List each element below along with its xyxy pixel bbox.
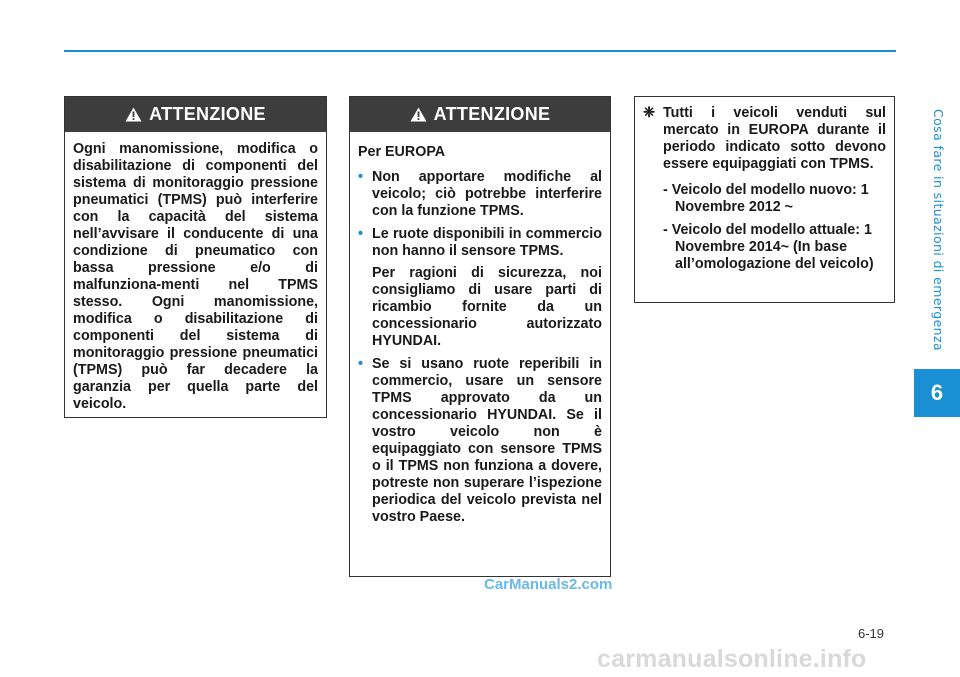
bullet-dot-icon: • [358, 226, 364, 242]
warning-box-2 [349, 96, 611, 577]
list-item: • Se si usano ruote reperibili in commercio, usare un sensore TPMS approvato da un concessionario HYUNDAI. Se il vostro veicolo non è equipaggiato con sensore TPMS o il TPMS non funziona a dovere, potreste non superare l’ispezione periodica del veicolo prevista nel vostro Paese. [358, 356, 602, 525]
warning-header-label: ATTENZIONE [433, 104, 551, 124]
note-text: ❈ Tutti i veicoli venduti sul mercato in EUROPA durante il periodo indicato sotto devono essere equipaggiati con TPMS. [643, 105, 886, 172]
bullet-dot-icon: • [358, 356, 364, 372]
chapter-number-tab[interactable]: 6 [914, 369, 960, 417]
watermark-link[interactable]: CarManuals2.com [484, 576, 613, 593]
safety-recommendation: Per ragioni di sicurezza, noi consigliamo di usare parti di ricambio fornite da un concessionario autorizzato HYUNDAI. [372, 265, 602, 349]
bullet-dot-icon: • [358, 169, 364, 185]
info-note-box [634, 96, 895, 303]
list-item: - Veicolo del modello attuale: 1 Novembre 2014~ (In base all’omologazione del veicolo) [663, 222, 874, 272]
list-item: - Veicolo del modello nuovo: 1 Novembre 2012 ~ [663, 182, 869, 215]
warning-triangle-icon [410, 107, 427, 122]
page-number: 6-19 [858, 626, 885, 641]
warning-text: Ogni manomissione, modifica o disabilitazione di componenti del sistema di monitoraggio pressione pneumatici (TPMS) può interferire con la capacità del sistema nell’avvisare il conducente di una condizione di pneumatico con bassa pressione e/o di malfunziona-menti nel TPMS stesso. Ogni manomissione, modifica o disabilitazione di componenti del sistema di monitoraggio pressione pneumatici (TPMS) può far decadere la garanzia per quella parte del veicolo. [73, 141, 318, 412]
warning-triangle-icon [125, 107, 142, 122]
note-mark-icon: ❈ [643, 105, 655, 121]
warning-header [65, 97, 326, 132]
list-item: • Non apportare modifiche al veicolo; ciò potrebbe interferire con la funzione TPMS. [358, 169, 602, 219]
footer-watermark: carmanualsonline.info [597, 645, 867, 673]
region-label: Per EUROPA [358, 144, 446, 160]
top-rule [64, 50, 896, 52]
warning-header [350, 97, 610, 132]
warning-header-label: ATTENZIONE [149, 104, 266, 124]
chapter-side-title: Cosa fare in situazioni di emergenza [931, 108, 946, 352]
warning-box-1 [64, 96, 327, 418]
list-item: • Le ruote disponibili in commercio non hanno il sensore TPMS. [358, 226, 602, 259]
